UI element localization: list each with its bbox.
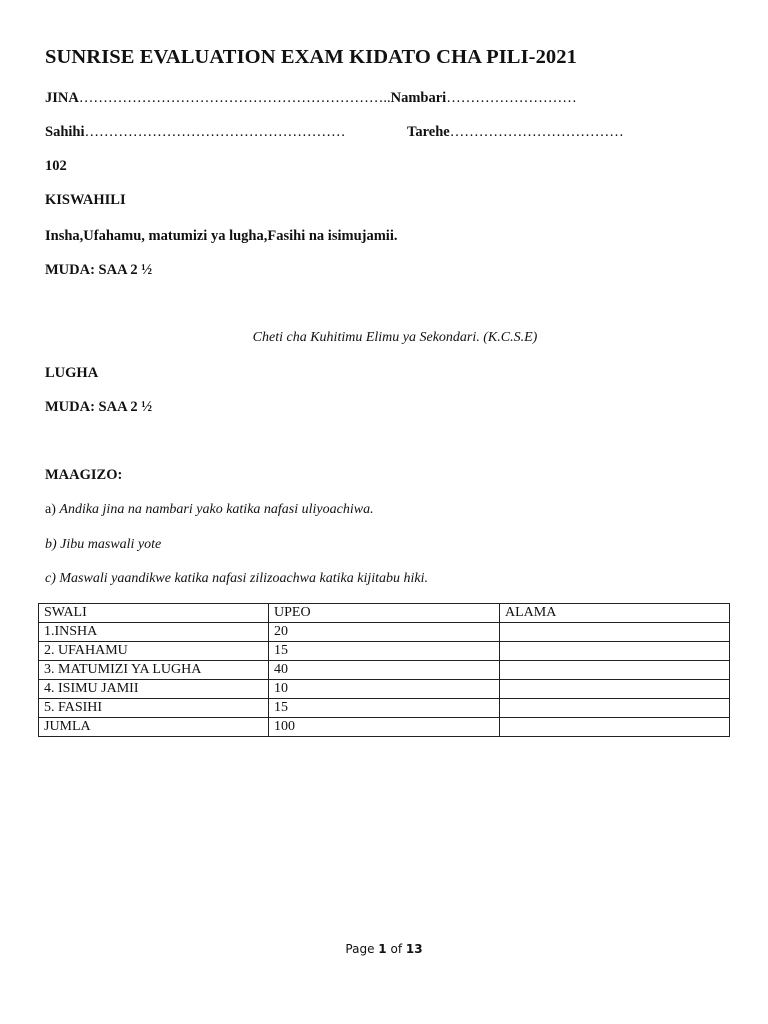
- table-row: [39, 661, 730, 680]
- table-header-row: [39, 604, 730, 623]
- page-number: 1: [378, 942, 387, 956]
- total-score-cell[interactable]: [500, 718, 730, 737]
- certificate-title: Cheti cha Kuhitimu Elimu ya Sekondari. (K.C.S.E): [252, 330, 538, 345]
- header-swali: SWALI: [39, 604, 269, 623]
- table-total-row: [39, 718, 730, 737]
- score-cell[interactable]: [500, 642, 730, 661]
- header-alama: ALAMA: [500, 604, 730, 623]
- table-row: [39, 680, 730, 699]
- instruction-c: c) Maswali yaandikwe katika nafasi zilizoachwa katika kijitabu hiki.: [45, 571, 428, 586]
- table-row: [39, 623, 730, 642]
- question-cell: 4. ISIMU JAMII: [39, 680, 269, 699]
- topics: Insha,Ufahamu, matumizi ya lugha,Fasihi na isimujamii.: [45, 228, 398, 244]
- max-marks-cell: 10: [269, 680, 500, 699]
- score-cell[interactable]: [500, 680, 730, 699]
- instruction-a-prefix: a): [45, 502, 60, 517]
- score-cell[interactable]: [500, 623, 730, 642]
- exam-title: SUNRISE EVALUATION EXAM KIDATO CHA PILI-2021: [45, 46, 577, 68]
- question-cell: 3. MATUMIZI YA LUGHA: [39, 661, 269, 680]
- of-word: of: [386, 942, 406, 956]
- table-row: [39, 642, 730, 661]
- signature-line: [45, 124, 346, 141]
- instruction-a: [45, 502, 374, 518]
- question-cell: 2. UFAHAMU: [39, 642, 269, 661]
- signature-dots: ………………………………………………: [84, 124, 346, 140]
- score-cell[interactable]: [500, 661, 730, 680]
- duration-first: MUDA: SAA 2 ½: [45, 262, 153, 278]
- total-label-cell: JUMLA: [39, 718, 269, 737]
- paper-name: LUGHA: [45, 365, 99, 381]
- max-marks-cell: 40: [269, 661, 500, 680]
- signature-label: Sahihi: [45, 124, 85, 140]
- duration-second: MUDA: SAA 2 ½: [45, 399, 153, 415]
- page-total: 13: [405, 942, 423, 956]
- page-footer: [0, 942, 768, 956]
- name-dots: ………………………………………………………..: [78, 90, 391, 106]
- date-dots: ………………………………: [449, 124, 624, 140]
- number-label: Nambari: [390, 90, 447, 106]
- instruction-b: b) Jibu maswali yote: [45, 537, 162, 552]
- max-marks-cell: 15: [269, 642, 500, 661]
- table-row: [39, 699, 730, 718]
- subject: KISWAHILI: [45, 192, 126, 208]
- name-line: [45, 90, 577, 107]
- header-upeo: UPEO: [269, 604, 500, 623]
- max-marks-cell: 20: [269, 623, 500, 642]
- date-label: Tarehe: [407, 124, 450, 140]
- max-marks-cell: 15: [269, 699, 500, 718]
- marks-table: [38, 603, 730, 737]
- instructions-heading: MAAGIZO:: [45, 467, 123, 483]
- page-word: Page: [345, 942, 379, 956]
- score-cell[interactable]: [500, 699, 730, 718]
- question-cell: 5. FASIHI: [39, 699, 269, 718]
- total-max-cell: 100: [269, 718, 500, 737]
- date-line: [407, 124, 624, 141]
- instruction-a-text: Andika jina na nambari yako katika nafasi uliyoachiwa.: [59, 502, 374, 517]
- name-label: JINA: [45, 90, 79, 106]
- question-cell: 1.INSHA: [39, 623, 269, 642]
- number-dots: ………………………: [446, 90, 577, 106]
- exam-code: 102: [45, 158, 67, 174]
